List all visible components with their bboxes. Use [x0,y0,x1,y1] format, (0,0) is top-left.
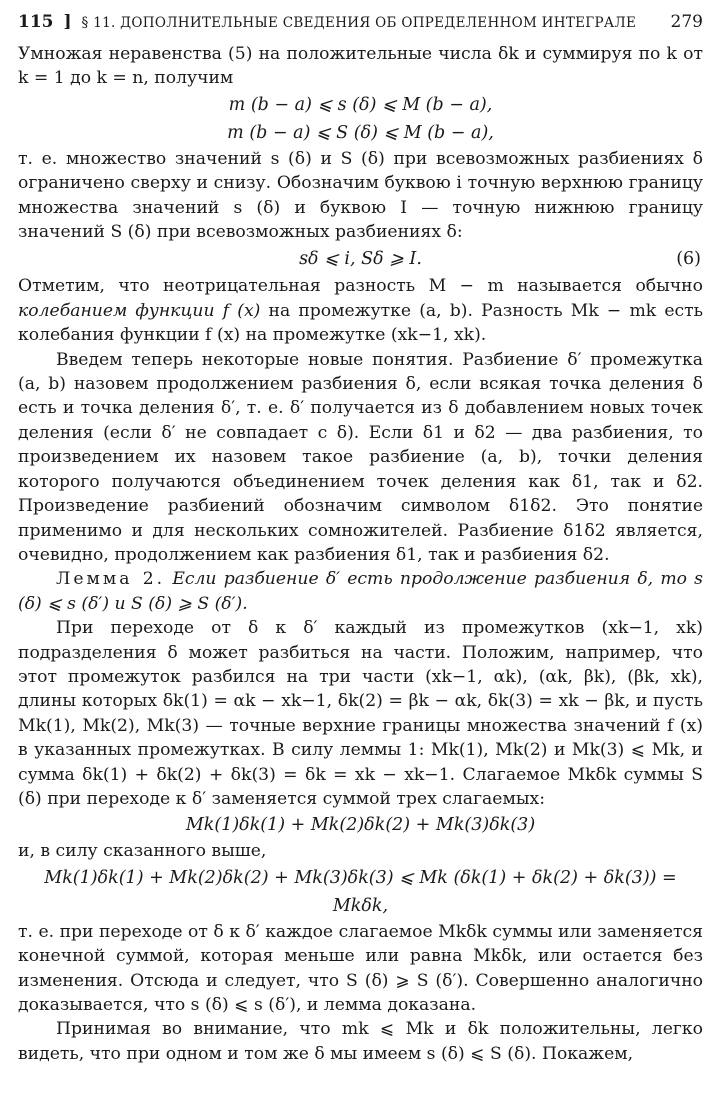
lemma-statement: Если разбиение δ′ есть продолжение разбиения δ, то s (δ) ⩽ s (δ′) и S (δ) ⩾ S (δ′). [18,569,703,614]
page-number: 279 [670,12,703,32]
paragraph-8: Принимая во внимание, что mk ⩽ Mk и δk положительны, легко видеть, что при одном и том же δ мы имеем s (δ) ⩽ S (δ). Покажем, [18,1019,703,1064]
header-separator: ] [63,12,72,32]
formula-6-row [18,244,703,274]
paragraph-6: и, в силу сказанного выше, [18,841,267,862]
formula-6: sδ ⩽ i, Sδ ⩾ I. [299,249,422,270]
paragraph-3 [18,274,703,347]
lemma-label: Лемма 2. [56,569,166,590]
oscillation-term: колебанием функции f (x) [18,300,261,321]
paragraph-3-part-b: на промежутке (a, b). Разность Mk − mk есть колебания функции f (x) на промежутке (xk−1, xk). [18,300,703,346]
formula-4: Mk(1)δk(1) + Mk(2)δk(2) + Mk(3)δk(3) ⩽ Mk (δk(1) + δk(2) + δk(3)) = Mkδk, [44,867,677,916]
section-number: 115 [18,12,54,32]
running-title: § 11. ДОПОЛНИТЕЛЬНЫЕ СВЕДЕНИЯ ОБ ОПРЕДЕЛЕННОМ ИНТЕГРАЛЕ [81,15,637,31]
formula-3: Mk(1)δk(1) + Mk(2)δk(2) + Mk(3)δk(3) [185,815,536,836]
header-left [18,12,636,32]
paragraph-2: т. е. множество значений s (δ) и S (δ) при всевозможных разбиениях δ ограничено сверху и снизу. Обозначим буквою i точную верхнюю границу множества значений s (δ) и буквою I — точную нижнюю границу значений S (δ) при всевозможных разбиениях δ: [18,148,703,243]
paragraph-7: т. е. при переходе от δ к δ′ каждое слагаемое Mkδk суммы или заменяется конечной суммой, которая меньше или равна Mkδk, или остается без изменения. Отсюда и следует, что S (δ) ⩾ S (δ′). Совершенно аналогично доказывается, что s (δ) ⩽ s (δ′), и лемма доказана. [18,921,703,1015]
paragraph-3-part-a: Отметим, что неотрицательная разность M − m называется обычно [18,276,703,297]
formula-1b: m (b − a) ⩽ S (δ) ⩽ M (b − a), [227,122,494,143]
lemma-2 [18,567,703,616]
paragraph-1: Умножая неравенства (5) на положительные числа δk и суммируя по k от k = 1 до k = n, получим [18,44,703,89]
equation-number-6: (6) [676,249,701,270]
formula-1a: m (b − a) ⩽ s (δ) ⩽ M (b − a), [228,94,493,115]
page-header [18,12,703,42]
paragraph-5: При переходе от δ к δ′ каждый из промежутков (xk−1, xk) подразделения δ может разбиться на части. Положим, например, что этот промежуток разбился на три части (xk−1, αk), (αk, βk), (βk, xk), длины которых δk(1) = αk − xk−1, δk(2) = βk − αk, δk(3) = xk − βk, и пусть Mk(1), Mk(2), Mk(3) — точные верхние границы множества значений f (x) в указанных промежутках. В силу леммы 1: Mk(1), Mk(2) и Mk(3) ⩽ Mk, и сумма δk(1) + δk(2) + δk(3) = δk = xk − xk−1. Слагаемое Mkδk суммы S (δ) при переходе к δ′ заменяется суммой трех слагаемых: [18,618,703,809]
paragraph-4: Введем теперь некоторые новые понятия. Разбиение δ′ промежутка (a, b) назовем продолжением разбиения δ, если всякая точка деления δ есть и точка деления δ′, т. е. δ′ получается из δ добавлением новых точек деления (если δ′ не совпадает с δ). Если δ1 и δ2 — два разбиения, то произведением их назовем такое разбиение (a, b), точки деления которого получаются объединением точек деления как δ1, так и δ2. Произведение разбиений обозначим символом δ1δ2. Это понятие применимо и для нескольких сомножителей. Разбиение δ1δ2 является, очевидно, продолжением как разбиения δ1, так и разбиения δ2. [18,349,703,565]
